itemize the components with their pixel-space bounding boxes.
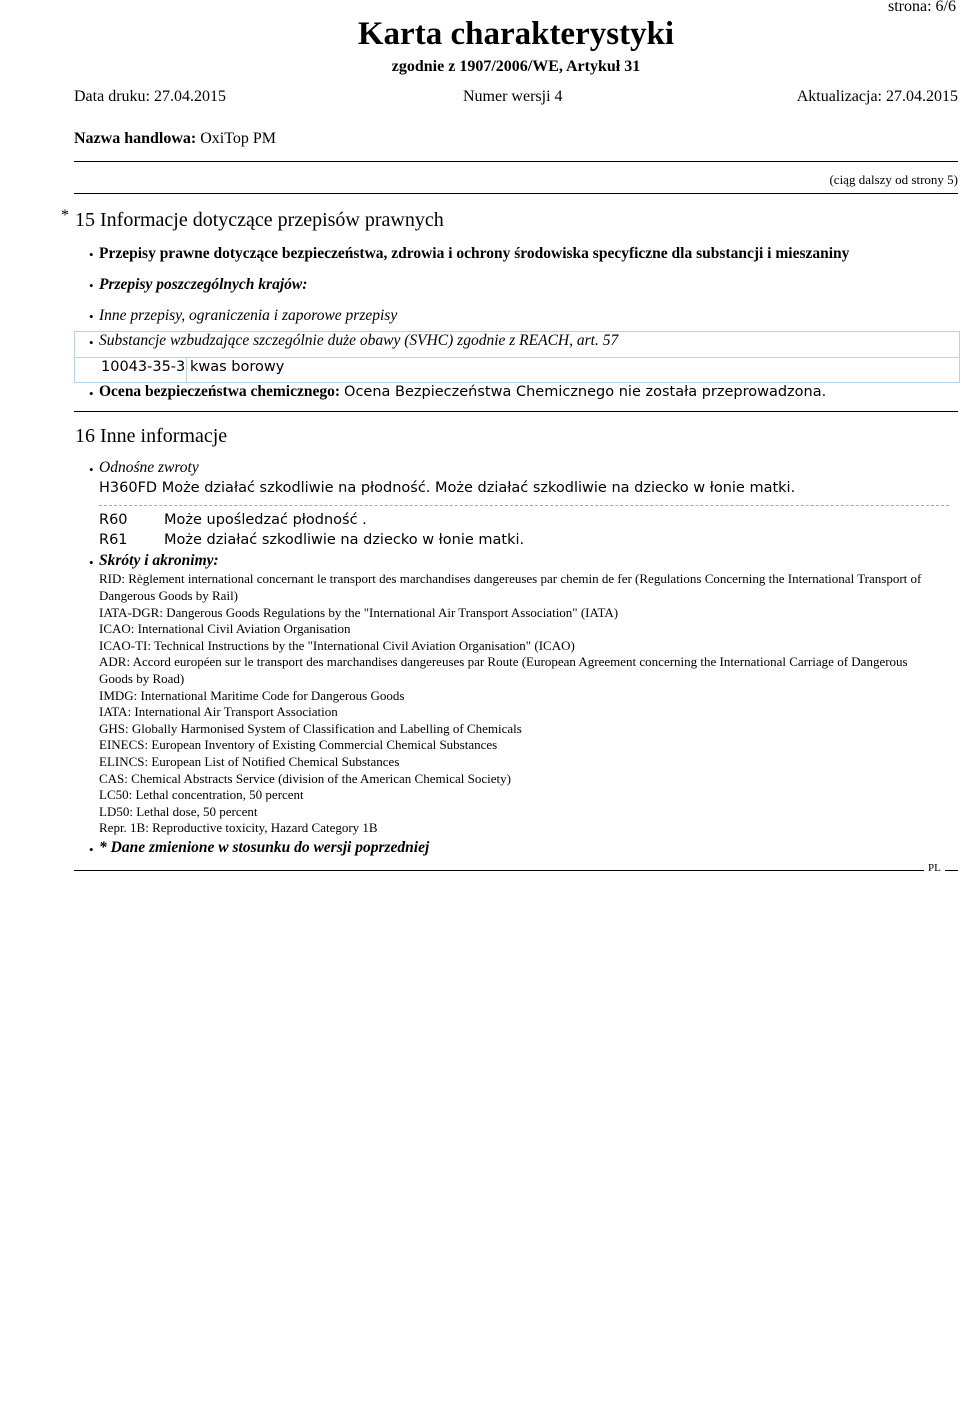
- abbreviation-item: LC50: Lethal concentration, 50 percent: [99, 787, 304, 802]
- svhc-cas-number: 10043-35-3: [101, 359, 186, 375]
- document-subtitle: zgodnie z 1907/2006/WE, Artykuł 31: [391, 58, 641, 75]
- abbreviation-item: ICAO-TI: Technical Instructions by the "International Civil Aviation Organisation" (ICAO): [99, 638, 575, 653]
- footer-divider: [74, 870, 924, 871]
- changed-data-note: * Dane zmienione w stosunku do wersji poprzedniej: [99, 839, 430, 856]
- relevant-phrases-heading: Odnośne zwroty: [99, 459, 199, 476]
- bullet-icon: •: [89, 278, 94, 293]
- document-title: Karta charakterystyki: [357, 16, 675, 52]
- header-divider: [74, 161, 958, 162]
- abbreviation-item: LD50: Lethal dose, 50 percent: [99, 804, 258, 819]
- footer-divider-end: [945, 870, 958, 871]
- abbreviation-item: RID: Règlement international concernant le transport des marchandises dangereuses par chemin de fer (Regulations Concerning the International Transport of Dangerous Goods by Rail): [99, 571, 922, 603]
- r60-text: Może upośledzać płodność .: [164, 512, 367, 528]
- continued-note: (ciąg dalszy od strony 5): [829, 172, 958, 187]
- trade-name: [74, 130, 276, 148]
- bullet-icon: •: [89, 386, 94, 401]
- continued-divider: [74, 193, 958, 194]
- h360fd-phrase: H360FD Może działać szkodliwie na płodność. Może działać szkodliwie na dziecko w łonie matki.: [99, 480, 796, 496]
- svhc-substance-name: kwas borowy: [190, 359, 285, 375]
- section-15-divider: [74, 411, 958, 412]
- csa-label: Ocena bezpieczeństwa chemicznego:: [99, 383, 341, 400]
- update-date: Aktualizacja: 27.04.2015: [796, 88, 958, 105]
- r61-text: Może działać szkodliwie na dziecko w łonie matki.: [164, 532, 525, 548]
- abbreviation-item: ICAO: International Civil Aviation Organisation: [99, 621, 351, 636]
- bullet-icon: •: [89, 309, 94, 324]
- language-code: PL: [928, 862, 941, 874]
- abbreviation-item: ELINCS: European List of Notified Chemical Substances: [99, 754, 400, 769]
- version-number: Numer wersji 4: [463, 88, 563, 105]
- changed-marker: *: [61, 207, 69, 224]
- abbreviation-item: ADR: Accord européen sur le transport des marchandises dangereuses par Route (European Agreement concerning the International Carriage of Dangerous Goods by Road): [99, 654, 908, 686]
- print-date: Data druku: 27.04.2015: [74, 88, 226, 105]
- abbreviation-item: CAS: Chemical Abstracts Service (division of the American Chemical Society): [99, 771, 511, 786]
- abbreviation-item: GHS: Globally Harmonised System of Classification and Labelling of Chemicals: [99, 721, 522, 736]
- bullet-icon: •: [89, 247, 94, 262]
- r60-code: R60: [99, 512, 128, 528]
- bullet-icon: •: [89, 462, 94, 477]
- csa-value: Ocena Bezpieczeństwa Chemicznego nie została przeprowadzona.: [344, 384, 827, 400]
- abbreviation-item: IATA: International Air Transport Association: [99, 704, 338, 719]
- abbreviation-item: IATA-DGR: Dangerous Goods Regulations by the "International Air Transport Association" (IATA): [99, 605, 619, 620]
- bullet-icon: •: [89, 335, 94, 350]
- national-regulations-heading: Przepisy poszczególnych krajów:: [99, 276, 308, 293]
- bullet-icon: •: [89, 555, 94, 570]
- svhc-heading: Substancje wzbudzające szczególnie duże obawy (SVHC) zgodnie z REACH, art. 57: [99, 332, 619, 349]
- bullet-icon: •: [89, 842, 94, 857]
- phrase-separator: [99, 505, 949, 506]
- page-number: strona: 6/6: [888, 0, 956, 15]
- other-regulations: Inne przepisy, ograniczenia i zaporowe przepisy: [99, 307, 398, 324]
- abbreviation-item: Repr. 1B: Reproductive toxicity, Hazard Category 1B: [99, 820, 378, 835]
- chemical-safety-assessment: [99, 383, 826, 401]
- section-15-title: 15 Informacje dotyczące przepisów prawnych: [75, 209, 444, 231]
- r61-code: R61: [99, 532, 128, 548]
- section-16-title: 16 Inne informacje: [75, 425, 228, 447]
- abbreviation-item: IMDG: International Maritime Code for Dangerous Goods: [99, 688, 405, 703]
- abbreviations-heading: Skróty i akronimy:: [99, 552, 219, 569]
- trade-name-value: OxiTop PM: [200, 130, 277, 147]
- regulations-heading: Przepisy prawne dotyczące bezpieczeństwa, zdrowia i ochrony środowiska specyficzne dla substancji i mieszaniny: [99, 245, 850, 262]
- abbreviation-item: EINECS: European Inventory of Existing Commercial Chemical Substances: [99, 737, 498, 752]
- trade-name-label: Nazwa handlowa:: [74, 130, 197, 147]
